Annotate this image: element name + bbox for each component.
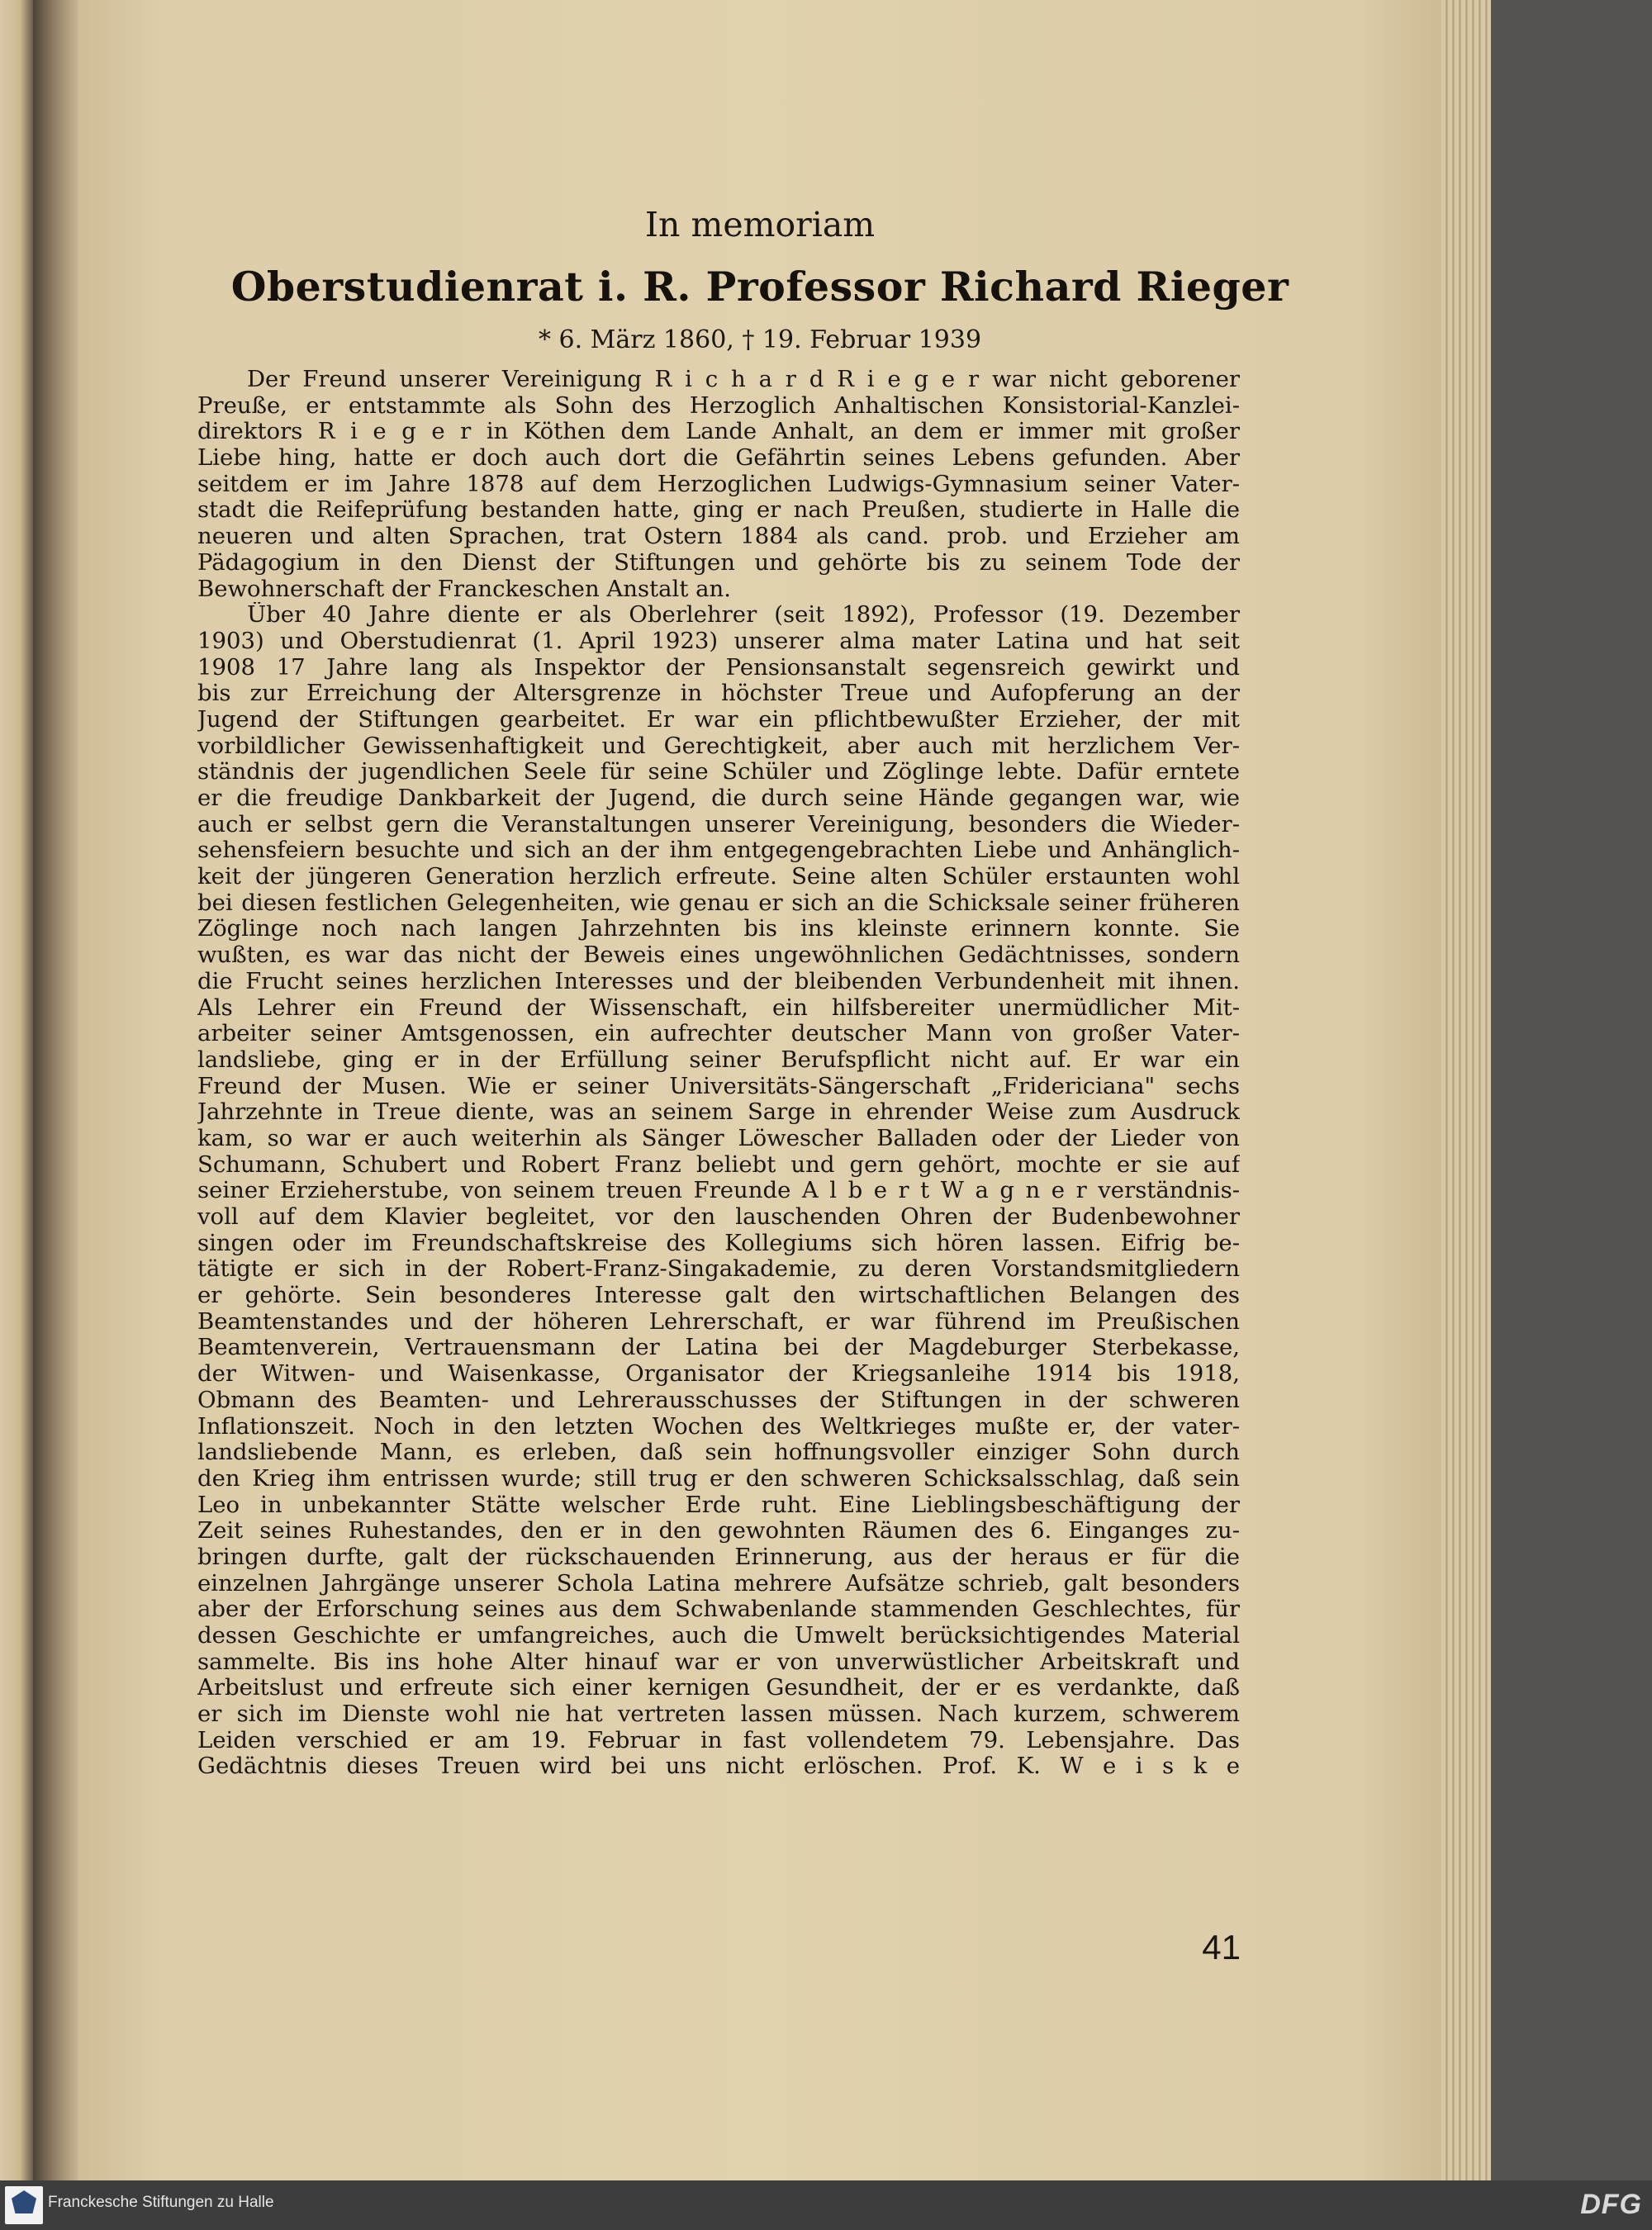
text-line: Preuße, er entstammte als Sohn des Herzoglich Anhaltischen Konsistorial-Kanzlei- (197, 392, 1240, 419)
text-line: singen oder im Freundschaftskreise des Kollegiums sich hören lassen. Eifrig be- (197, 1230, 1240, 1256)
article-body (197, 367, 1240, 1780)
text-line: Jugend der Stiftungen gearbeitet. Er war ein pflichtbewußter Erzieher, der mit (197, 706, 1240, 733)
dfg-logo[interactable]: DFG (1580, 2189, 1642, 2220)
text-line: Über 40 Jahre diente er als Oberlehrer (seit 1892), Professor (19. Dezember (247, 602, 1240, 629)
text-line: seiner Erzieherstube, von seinem treuen Freunde A l b e r t W a g n e r verständnis- (197, 1178, 1240, 1204)
text-line: wußten, es war das nicht der Beweis eines ungewöhnlichen Gedächtnisses, sondern (197, 942, 1240, 969)
text-line: Gedächtnis dieses Treuen wird bei uns nicht erlöschen. Prof. K. W e i s k e (197, 1753, 1240, 1780)
text-line: Arbeitslust und erfreute sich einer kernigen Gesundheit, der er es verdankte, daß (197, 1675, 1240, 1701)
scan-margin (1491, 0, 1652, 2180)
text-line: er gehörte. Sein besonderes Interesse galt den wirtschaftlichen Belangen des (197, 1283, 1240, 1309)
page-number: 41 (1202, 1928, 1241, 1967)
book-gutter (33, 0, 78, 2180)
text-line: Bewohnerschaft der Franckeschen Anstalt an. (197, 576, 731, 602)
text-line: Der Freund unserer Vereinigung R i c h a r d R i e g e r war nicht geborener (247, 367, 1240, 392)
text-line: Schumann, Schubert und Robert Franz beliebt und gern gehört, mochte er sie auf (197, 1151, 1240, 1178)
text-line: Leiden verschied er am 19. Februar in fast vollendetem 79. Lebensjahre. Das (197, 1727, 1240, 1753)
text-line: 1903) und Oberstudienrat (1. April 1923) unserer alma mater Latina und hat seit (197, 628, 1240, 654)
text-line: auch er selbst gern die Veranstaltungen unserer Vereinigung, besonders die Wieder- (197, 811, 1240, 837)
text-line: bei diesen festlichen Gelegenheiten, wie genau er sich an die Schicksale seiner früheren (197, 890, 1240, 916)
text-line: stadt die Reifeprüfung bestanden hatte, ging er nach Preußen, studierte in Halle die (197, 497, 1240, 524)
text-line: landsliebende Mann, es erleben, daß sein hoffnungsvoller einziger Sohn durch (197, 1440, 1240, 1466)
left-page-edge (0, 0, 33, 2180)
text-line: arbeiter seiner Amtsgenossen, ein aufrechter deutscher Mann von großer Vater- (197, 1021, 1240, 1047)
text-line: sehensfeiern besuchte und sich an der ihm entgegengebrachten Liebe und Anhänglich- (197, 837, 1240, 864)
text-line: er die freudige Dankbarkeit der Jugend, die durch seine Hände gegangen war, wie (197, 785, 1240, 811)
text-line: Obmann des Beamten- und Lehrerausschusses der Stiftungen in der schweren (197, 1387, 1240, 1413)
text-line: neueren und alten Sprachen, trat Ostern 1884 als cand. prob. und Erzieher am (197, 524, 1240, 550)
text-line: die Frucht seines herzlichen Interesses und der bleibenden Verbundenheit mit ihnen. (197, 968, 1240, 994)
text-line: Freund der Musen. Wie er seiner Universitäts-Sängerschaft „Fridericiana" sechs (197, 1073, 1240, 1099)
text-line: Zöglinge noch nach langen Jahrzehnten bis ins kleinste erinnern konnte. Sie (197, 916, 1240, 942)
text-line: tätigte er sich in der Robert-Franz-Singakademie, zu deren Vorstandsmitgliedern (197, 1256, 1240, 1283)
text-line: er sich im Dienste wohl nie hat vertreten lassen müssen. Nach kurzem, schwerem (197, 1701, 1240, 1728)
text-line: keit der jüngeren Generation herzlich erfreute. Seine alten Schüler erstaunten wohl (197, 864, 1240, 890)
text-line: der Witwen- und Waisenkasse, Organisator der Kriegsanleihe 1914 bis 1918, (197, 1361, 1240, 1388)
text-line: Als Lehrer ein Freund der Wissenschaft, ein hilfsbereiter unermüdlicher Mit- (197, 994, 1240, 1021)
text-line: direktors R i e g e r in Köthen dem Lande Anhalt, an dem er immer mit großer (197, 419, 1240, 445)
text-line: Beamtenstandes und der höheren Lehrerschaft, er war führend im Preußischen (197, 1308, 1240, 1335)
memoriam-heading: In memoriam (644, 205, 876, 244)
text-line: ständnis der jugendlichen Seele für seine Schüler und Zöglinge lebte. Dafür erntete (197, 759, 1240, 785)
page-stack-edges (1441, 0, 1491, 2180)
text-line: Leo in unbekannter Stätte welscher Erde ruht. Eine Lieblingsbeschäftigung der (197, 1492, 1240, 1518)
text-line: kam, so war er auch weiterhin als Sänger Löwescher Balladen oder der Lieder von (197, 1125, 1240, 1151)
text-line: Liebe hing, hatte er doch auch dort die Gefährtin seines Lebens gefunden. Aber (197, 445, 1240, 472)
text-line: Zeit seines Ruhestandes, den er in den gewohnten Räumen des 6. Einganges zu- (197, 1518, 1240, 1544)
text-line: 1908 17 Jahre lang als Inspektor der Pensionsanstalt segensreich gewirkt und (197, 654, 1240, 681)
text-line: Pädagogium in den Dienst der Stiftungen und gehörte bis zu seinem Tode der (197, 549, 1240, 576)
text-line: bis zur Erreichung der Altersgrenze in höchster Treue und Aufopferung an der (197, 681, 1240, 707)
footer-institution-name[interactable]: Franckesche Stiftungen zu Halle (48, 2194, 274, 2211)
life-dates: * 6. März 1860, † 19. Februar 1939 (538, 325, 982, 354)
text-line: den Krieg ihm entrissen wurde; still trug er den schweren Schicksalsschlag, daß sein (197, 1465, 1240, 1492)
text-line: landsliebe, ging er in der Erfüllung seiner Berufspflicht nicht auf. Er war ein (197, 1046, 1240, 1073)
text-line: voll auf dem Klavier begleitet, vor den lauschenden Ohren der Budenbewohner (197, 1204, 1240, 1230)
text-line: Jahrzehnte in Treue diente, was an seinem Sarge in ehrender Weise zum Ausdruck (197, 1099, 1240, 1126)
text-line: Inflationszeit. Noch in den letzten Wochen des Weltkrieges mußte er, der vater- (197, 1413, 1240, 1440)
text-line: Beamtenverein, Vertrauensmann der Latina bei der Magdeburger Sterbekasse, (197, 1335, 1240, 1361)
text-line: aber der Erforschung seines aus dem Schwabenlande stammenden Geschlechtes, für (197, 1597, 1240, 1623)
text-line: dessen Geschichte er umfangreiches, auch die Umwelt berücksichtigendes Material (197, 1623, 1240, 1649)
text-line: sammelte. Bis ins hohe Alter hinauf war er von unverwüstlicher Arbeitskraft und (197, 1649, 1240, 1675)
article-title: Oberstudienrat i. R. Professor Richard Rieger (230, 263, 1289, 311)
text-line: bringen durfte, galt der rückschauenden Erinnerung, aus der heraus er für die (197, 1544, 1240, 1570)
text-line: seitdem er im Jahre 1878 auf dem Herzoglichen Ludwigs-Gymnasium seiner Vater- (197, 471, 1240, 497)
text-line: vorbildlicher Gewissenhaftigkeit und Gerechtigkeit, aber auch mit herzlichem Ver- (197, 733, 1240, 759)
text-line: einzelnen Jahrgänge unserer Schola Latina mehrere Aufsätze schrieb, galt besonders (197, 1570, 1240, 1597)
